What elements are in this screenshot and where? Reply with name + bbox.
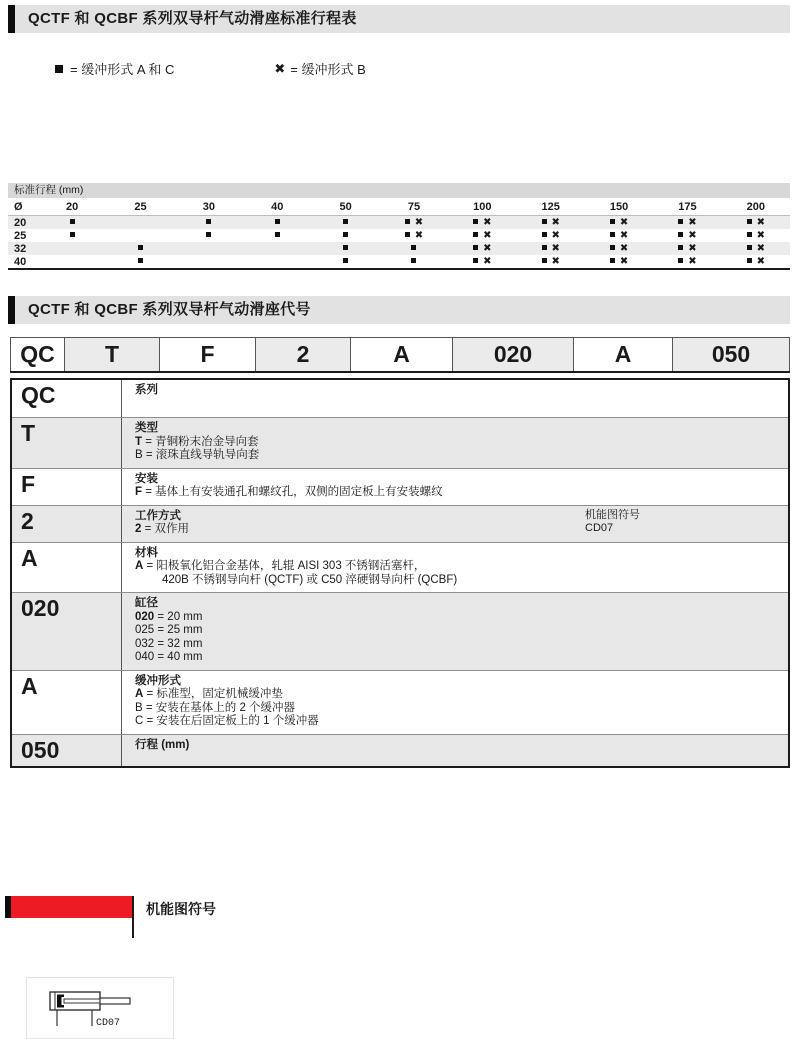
availability-cell (517, 256, 585, 268)
square-mark-icon (138, 258, 143, 263)
function-symbol-heading: 机能图符号 (146, 901, 216, 917)
stroke-table-header-row (8, 198, 790, 216)
stroke-column-header: 75 (407, 200, 421, 213)
stroke-table-band-title: 标准行程 (mm) (8, 183, 790, 198)
availability-cell (585, 256, 653, 268)
availability-cell (243, 217, 311, 229)
code-table-row (12, 380, 788, 417)
cross-mark-icon: ✖ (551, 216, 560, 228)
availability-cell (380, 256, 448, 268)
square-mark-icon (343, 258, 348, 263)
square-mark-icon (747, 245, 752, 250)
square-mark-icon (275, 219, 280, 224)
cross-mark-icon: ✖ (483, 229, 492, 241)
code-option-key: A (135, 560, 144, 572)
availability-cell (448, 230, 516, 242)
square-mark-icon (678, 245, 683, 250)
code-cell: 2 (12, 506, 122, 542)
availability-cell (585, 243, 653, 255)
stroke-column-header: 40 (271, 200, 284, 213)
square-mark-icon (70, 219, 75, 224)
square-mark-icon (70, 232, 75, 237)
stroke-table-row (8, 242, 790, 255)
square-mark-icon (275, 232, 280, 237)
code-option-line: 025 = 25 mm (135, 624, 203, 636)
square-mark-icon (747, 232, 752, 237)
cross-mark-icon: ✖ (274, 61, 286, 76)
availability-cell (106, 256, 174, 268)
cross-mark-icon: ✖ (414, 229, 424, 241)
legend-item-square (55, 59, 174, 78)
code-option-line: T = 青铜粉末冶金导向套 (135, 435, 259, 448)
stroke-table-row (8, 216, 790, 229)
code-option-key: 2 (135, 523, 142, 535)
cushion-legend (55, 59, 366, 78)
code-option-line: B = 安装在基体上的 2 个缓冲器 (135, 701, 296, 714)
stroke-column-header: 50 (339, 200, 352, 213)
code-description (122, 506, 788, 542)
legend-square-label: = 缓冲形式 A 和 C (70, 62, 175, 77)
stroke-column-header: 100 (473, 200, 492, 213)
diameter-column-header: Ø (14, 200, 23, 213)
code-cell: A (12, 543, 122, 593)
code-table-row (12, 417, 788, 468)
bore-label: 40 (14, 255, 27, 268)
red-bar-divider-line (132, 896, 134, 938)
strokes-section-header (8, 5, 790, 33)
square-mark-icon (473, 232, 478, 237)
square-mark-icon (405, 232, 410, 237)
code-cell: F (12, 469, 122, 505)
stroke-column-header: 25 (134, 200, 147, 213)
code-option-line: 420B 不锈钢导向杆 (QCTF) 或 C50 淬硬钢导向杆 (QCBF) (162, 573, 458, 586)
diagram-code-label: CD07 (96, 1018, 121, 1029)
code-option-line: C = 安装在后固定板上的 1 个缓冲器 (135, 715, 319, 727)
code-cell: QC (12, 380, 122, 417)
cross-mark-icon: ✖ (483, 242, 492, 254)
code-segment-box: T (65, 337, 160, 371)
code-table-row (12, 542, 788, 593)
availability-cell (380, 217, 448, 229)
square-mark-icon (542, 232, 547, 237)
square-mark-icon (542, 219, 547, 224)
cross-mark-icon: ✖ (619, 242, 629, 254)
availability-cell (311, 243, 379, 255)
code-description (122, 671, 788, 734)
square-mark-icon (542, 245, 547, 250)
code-description (122, 543, 788, 593)
stroke-column-header: 30 (202, 200, 216, 213)
cross-mark-icon: ✖ (688, 216, 697, 228)
availability-cell (517, 230, 585, 242)
cross-mark-icon: ✖ (688, 242, 697, 254)
square-mark-icon (411, 258, 416, 263)
cross-mark-icon: ✖ (619, 255, 629, 267)
double-acting-cylinder-icon (42, 984, 142, 1031)
availability-cell (722, 230, 790, 242)
code-cell: 050 (12, 735, 122, 766)
square-mark-icon (747, 219, 752, 224)
code-section-title: QCTF 和 QCBF 系列双导杆气动滑座代号 (15, 296, 790, 324)
availability-cell (517, 217, 585, 229)
square-mark-icon (542, 258, 547, 263)
square-mark-icon (747, 258, 752, 263)
ordering-code-table (10, 378, 790, 768)
code-option-line: 032 = 32 mm (135, 637, 203, 650)
stroke-column-header: 125 (541, 200, 560, 213)
square-mark-icon (473, 258, 478, 263)
availability-cell (448, 243, 516, 255)
availability-cell (585, 230, 653, 242)
availability-cell (311, 256, 379, 268)
code-table-row (12, 468, 788, 505)
code-option-line: A = 标准型，固定机械缓冲垫 (135, 688, 283, 700)
standard-stroke-table (8, 183, 790, 270)
stroke-column-header: 200 (746, 200, 765, 213)
availability-cell (380, 230, 448, 242)
cross-mark-icon: ✖ (483, 216, 492, 228)
cross-mark-icon: ✖ (483, 255, 492, 267)
availability-cell (38, 217, 106, 229)
square-mark-icon (678, 232, 683, 237)
availability-cell (448, 256, 516, 268)
availability-cell (175, 230, 243, 242)
stroke-table-body (8, 216, 790, 268)
square-mark-icon (343, 219, 348, 224)
cross-mark-icon: ✖ (688, 229, 697, 241)
bore-label: 25 (14, 229, 27, 242)
code-row-title: 缓冲形式 (135, 674, 181, 687)
stroke-table-row (8, 229, 790, 242)
availability-cell (653, 243, 721, 255)
code-row-title: 缸径 (135, 597, 158, 609)
function-symbol-note-code: CD07 (585, 521, 614, 534)
code-option-line: F = 基体上有安装通孔和螺纹孔，双侧的固定板上有安装螺纹 (135, 486, 443, 498)
strokes-section-title: QCTF 和 QCBF 系列双导杆气动滑座标准行程表 (15, 5, 790, 33)
code-description (122, 593, 788, 670)
code-row-title: 安装 (135, 472, 158, 485)
availability-cell (106, 243, 174, 255)
square-mark-icon (411, 245, 416, 250)
cross-mark-icon: ✖ (619, 216, 629, 228)
availability-cell (311, 217, 379, 229)
code-segment-box: 2 (256, 337, 351, 371)
code-cell: T (12, 418, 122, 468)
code-row-title: 行程 (mm) (135, 738, 190, 751)
square-mark-icon (610, 232, 615, 237)
stroke-column-header: 175 (678, 200, 697, 213)
cross-mark-icon: ✖ (756, 229, 765, 241)
square-mark-icon (610, 245, 615, 250)
code-option-key: T (135, 435, 143, 448)
cross-mark-icon: ✖ (551, 242, 560, 254)
legend-cross-label: = 缓冲形式 B (290, 62, 366, 77)
cross-mark-icon: ✖ (551, 255, 560, 267)
availability-cell (175, 217, 243, 229)
code-segment-box: A (351, 337, 453, 371)
code-option-line: 2 = 双作用 (135, 523, 190, 535)
code-segment-box: QC (10, 337, 65, 371)
code-row-title: 材料 (135, 546, 158, 559)
availability-cell (38, 230, 106, 242)
availability-cell (380, 243, 448, 255)
code-description (122, 735, 788, 766)
availability-cell (653, 230, 721, 242)
availability-cell (585, 217, 653, 229)
code-row-title: 工作方式 (135, 509, 181, 522)
square-mark-icon (343, 245, 348, 250)
cross-mark-icon: ✖ (756, 216, 765, 228)
square-mark-icon (610, 219, 615, 224)
code-section-header (8, 296, 790, 324)
code-option-line: B = 滚珠直线导轨导向套 (135, 449, 260, 461)
code-option-key: A (135, 688, 144, 700)
cross-mark-icon: ✖ (414, 216, 424, 228)
code-description (122, 469, 788, 505)
header-accent-bar (8, 296, 15, 324)
cross-mark-icon: ✖ (756, 255, 765, 267)
bore-label: 32 (14, 242, 27, 255)
code-segment-box: 050 (673, 337, 790, 371)
square-mark-icon (473, 245, 478, 250)
availability-cell (448, 217, 516, 229)
availability-cell (243, 230, 311, 242)
availability-cell (722, 256, 790, 268)
code-table-row (12, 734, 788, 766)
red-bar (11, 896, 132, 918)
ordering-code-boxes (10, 337, 790, 373)
code-cell: A (12, 671, 122, 734)
stroke-column-header: 20 (66, 200, 79, 213)
square-mark-icon (678, 258, 683, 263)
code-row-title: 类型 (135, 422, 158, 434)
code-segment-box: 020 (453, 337, 574, 371)
code-table-row (12, 592, 788, 670)
header-accent-bar (8, 5, 15, 33)
availability-cell (653, 217, 721, 229)
square-mark-icon (206, 219, 211, 224)
square-mark-icon (678, 219, 683, 224)
code-row-title: 系列 (135, 384, 158, 396)
availability-cell (311, 230, 379, 242)
availability-cell (653, 256, 721, 268)
code-cell: 020 (12, 593, 122, 670)
square-mark-icon (138, 245, 143, 250)
code-option-line: A = 阳极氧化铝合金基体，轧辊 AISI 303 不锈钢活塞杆， (135, 560, 426, 572)
bore-label: 20 (14, 216, 27, 229)
square-mark-icon (55, 65, 63, 73)
stroke-column-header: 150 (609, 200, 629, 213)
square-mark-icon (473, 219, 478, 224)
square-mark-icon (206, 232, 211, 237)
availability-cell (517, 243, 585, 255)
availability-cell (722, 243, 790, 255)
code-table-row (12, 670, 788, 734)
cross-mark-icon: ✖ (756, 242, 765, 254)
code-option-key: F (135, 486, 143, 498)
code-option-key: 020 (135, 610, 155, 623)
square-mark-icon (343, 232, 348, 237)
code-segment-box: A (574, 337, 673, 371)
code-option-line: 020 = 20 mm (135, 610, 203, 623)
legend-item-cross (274, 59, 365, 78)
stroke-table-row (8, 255, 790, 268)
availability-cell (722, 217, 790, 229)
code-description (122, 380, 788, 417)
code-option-line: 040 = 40 mm (135, 651, 203, 663)
function-symbol-note-label: 机能图符号 (585, 508, 640, 521)
code-table-row (12, 505, 788, 542)
cross-mark-icon: ✖ (619, 229, 629, 241)
square-mark-icon (610, 258, 615, 263)
cross-mark-icon: ✖ (688, 255, 697, 267)
code-description (122, 418, 788, 468)
cross-mark-icon: ✖ (551, 229, 560, 241)
code-segment-box: F (160, 337, 256, 371)
square-mark-icon (405, 219, 410, 224)
function-symbol-note (585, 509, 640, 535)
